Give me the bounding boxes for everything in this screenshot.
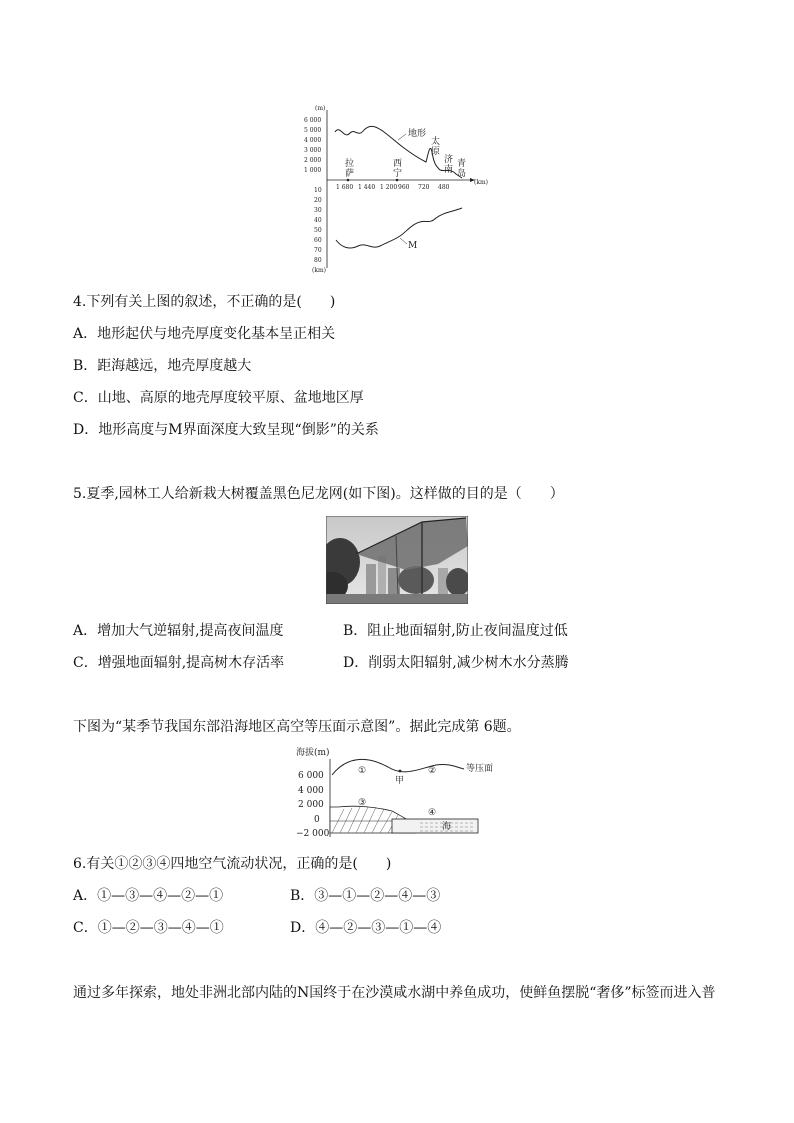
q5-stem: 5.夏季,园林工人给新栽大树覆盖黑色尼龙网(如下图)。这样做的目的是（ ）	[73, 486, 564, 502]
q6-option-a[interactable]: A．①—③—④—②—①	[73, 888, 224, 904]
q4-option-d[interactable]: D．地形高度与M界面深度大致呈现“倒影”的关系	[73, 422, 379, 438]
elev-unit: (m)	[315, 105, 326, 112]
point-jia: 甲	[395, 776, 405, 786]
nylon-net-photo	[326, 516, 468, 604]
place-jinan-2: 南	[444, 165, 454, 175]
isobar-tick: 4 000	[298, 786, 324, 796]
isobar-tick: 0	[314, 815, 320, 825]
elev-tick: 3 000	[304, 147, 322, 154]
num-4: ④	[428, 808, 437, 818]
elev-tick: 4 000	[304, 137, 322, 144]
terrain-crust-figure	[300, 100, 500, 280]
moho-label: M	[408, 241, 418, 251]
depth-tick: 50	[314, 227, 322, 234]
isobar-curve	[332, 759, 464, 775]
distance-tick: 480	[438, 184, 450, 191]
num-3: ③	[358, 798, 367, 808]
distance-tick: 1 200	[380, 184, 398, 191]
elev-ticks	[304, 117, 321, 174]
elev-tick: 6 000	[304, 117, 322, 124]
place-xining-2: 宁	[393, 169, 403, 179]
q4-option-b[interactable]: B．距海越远，地壳厚度越大	[73, 358, 252, 374]
distance-ticks	[336, 184, 450, 191]
distance-tick: 1 680	[336, 184, 354, 191]
distance-tick: 1 440	[358, 184, 376, 191]
depth-unit: (km)	[312, 267, 327, 274]
isobar-ticks	[296, 771, 330, 839]
q4-option-a[interactable]: A．地形起伏与地壳厚度变化基本呈正相关	[73, 326, 336, 342]
num-1: ①	[358, 766, 367, 776]
num-2: ②	[428, 766, 437, 776]
isobar-figure	[296, 745, 496, 841]
sea-label: 海	[442, 822, 452, 832]
depth-tick: 70	[314, 247, 322, 254]
depth-tick: 20	[314, 197, 322, 204]
place-labels	[345, 135, 466, 181]
place-lhasa: 拉	[345, 159, 355, 169]
distance-tick: 720	[418, 184, 430, 191]
place-lhasa-2: 萨	[345, 169, 355, 179]
place-taiyuan: 太	[431, 137, 441, 147]
depth-tick: 80	[314, 257, 322, 264]
q5-option-a[interactable]: A．增加大气逆辐射,提高夜间温度	[73, 623, 284, 639]
q5-option-d[interactable]: D．削弱太阳辐射,减少树木水分蒸腾	[343, 655, 569, 671]
place-qingdao: 青	[457, 159, 467, 169]
elev-tick: 1 000	[304, 167, 322, 174]
q5-option-b[interactable]: B．阻止地面辐射,防止夜间温度过低	[343, 623, 568, 639]
depth-tick: 30	[314, 207, 322, 214]
isobar-tick: −2 000	[296, 829, 330, 839]
moho-curve	[336, 208, 462, 248]
q5-option-c[interactable]: C．增强地面辐射,提高树木存活率	[73, 655, 285, 671]
q6-option-c[interactable]: C．①—②—③—④—①	[73, 920, 224, 936]
q6-option-b[interactable]: B．③—①—②—④—③	[290, 888, 441, 904]
depth-tick: 40	[314, 217, 322, 224]
passage-text: 通过多年探索，地处非洲北部内陆的N国终于在沙漠咸水湖中养鱼成功，使鲜鱼摆脱“奢侈”标签而进入普	[73, 985, 716, 1001]
q6-stem: 6.有关①②③④四地空气流动状况，正确的是( )	[73, 856, 392, 872]
elev-tick: 2 000	[304, 157, 322, 164]
q4-option-c[interactable]: C．山地、高原的地壳厚度较平原、盆地地区厚	[73, 390, 364, 406]
q4-stem: 4.下列有关上图的叙述，不正确的是( )	[73, 294, 336, 310]
place-qingdao-2: 岛	[457, 169, 467, 179]
isobar-label: 等压面	[466, 764, 494, 774]
place-xining: 西	[393, 159, 403, 169]
q6-intro: 下图为“某季节我国东部沿海地区高空等压面示意图”。据此完成第 6题。	[73, 719, 521, 735]
distance-tick: 960	[398, 184, 410, 191]
isobar-ylabel: 海拔(m)	[296, 748, 330, 758]
depth-ticks	[314, 187, 322, 264]
isobar-tick: 2 000	[298, 800, 324, 810]
depth-tick: 60	[314, 237, 322, 244]
place-taiyuan-2: 原	[431, 147, 441, 157]
place-jinan: 济	[444, 155, 454, 165]
elev-tick: 5 000	[304, 127, 322, 134]
isobar-tick: 6 000	[298, 771, 324, 781]
terrain-label: 地形	[408, 129, 427, 139]
q6-option-d[interactable]: D．④—②—③—①—④	[290, 920, 442, 936]
depth-tick: 10	[314, 187, 322, 194]
distance-unit: (km)	[474, 179, 489, 186]
